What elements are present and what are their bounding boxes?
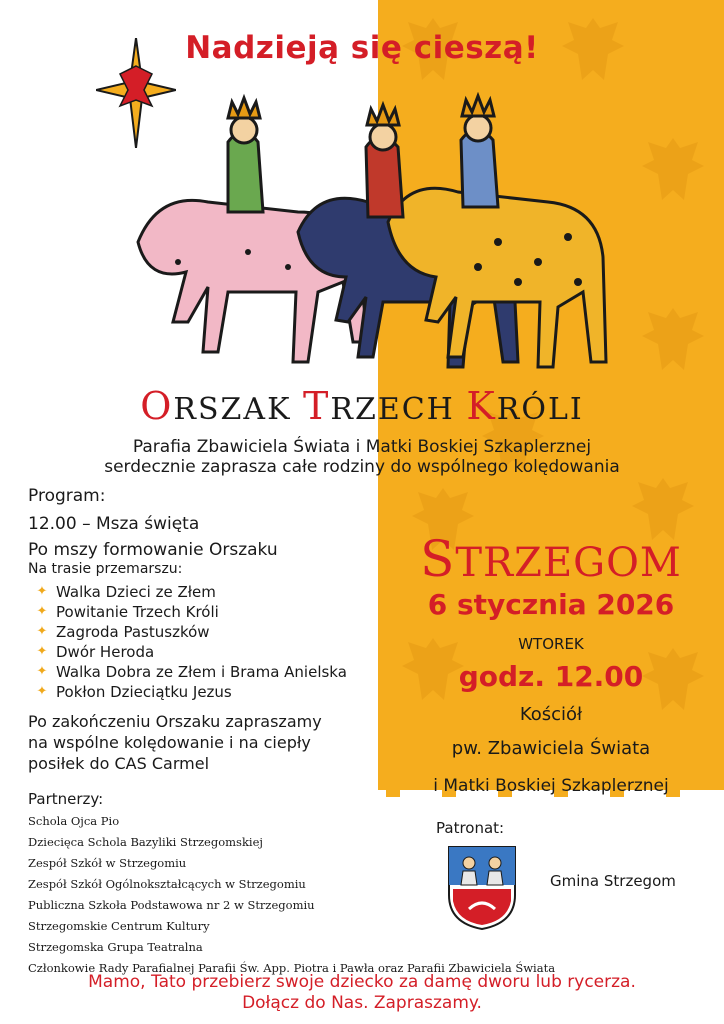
eagle-icon (638, 130, 708, 210)
patron-name: Gmina Strzegom (550, 872, 676, 890)
list-item: Zespół Szkół Ogólnokształcących w Strzegomiu (28, 877, 306, 891)
sparkle-bullet-icon: ✦ (36, 584, 48, 599)
list-item: Strzegomska Grupa Teatralna (28, 940, 203, 954)
list-item (28, 642, 388, 662)
title-word: RSZAK (173, 392, 304, 427)
patronage-label: Patronat: (436, 819, 505, 837)
eagle-icon (638, 300, 708, 380)
partners-heading: Partnerzy: (28, 790, 104, 808)
title-initial: T (303, 384, 331, 428)
event-hour: godz. 12.00 (458, 660, 644, 693)
station-label: Dwór Heroda (56, 643, 155, 661)
list-item (28, 682, 388, 702)
after-line: na wspólne kolędowanie i na ciepły (28, 733, 311, 752)
church-name: pw. Zbawiciela Świata (451, 738, 651, 759)
list-item (28, 622, 388, 642)
three-kings-illustration (118, 92, 618, 382)
sparkle-bullet-icon: ✦ (36, 684, 48, 699)
event-weekday: WTOREK (518, 635, 584, 653)
program-mass: 12.00 – Msza święta (28, 514, 200, 534)
footer-invitation (0, 972, 724, 1014)
partners-list (28, 811, 698, 979)
title-word: RZECH (330, 392, 467, 427)
route-stations-list (28, 582, 388, 702)
list-item: Schola Ojca Pio (28, 814, 120, 828)
sparkle-bullet-icon: ✦ (36, 624, 48, 639)
list-item: Strzegomskie Centrum Kultury (28, 919, 210, 933)
list-item: Zespół Szkół w Strzegomiu (28, 856, 187, 870)
parish-line: Parafia Zbawiciela Świata i Matki Boskiej Szkaplerznej (132, 437, 592, 457)
list-item: Publiczna Szkoła Podstawowa nr 2 w Strzegomiu (28, 898, 315, 912)
station-label: Walka Dzieci ze Złem (56, 583, 216, 601)
parish-line: serdecznie zaprasza całe rodziny do wspólnego kolędowania (104, 457, 620, 477)
list-item (28, 602, 388, 622)
list-item (28, 662, 388, 682)
city-initial: S (420, 530, 456, 588)
title-initial: O (140, 384, 174, 428)
motto-heading: Nadzieją się cieszą! (185, 30, 539, 66)
coat-of-arms-icon (447, 845, 517, 931)
list-item (28, 582, 388, 602)
place-label: Kościół (519, 704, 583, 725)
after-line: Po zakończeniu Orszaku zapraszamy (28, 712, 322, 731)
sparkle-bullet-icon: ✦ (36, 664, 48, 679)
church-name: i Matki Boskiej Szkaplerznej (433, 776, 669, 796)
event-date: 6 stycznia 2026 (427, 588, 675, 621)
city-rest: TRZEGOM (455, 540, 682, 586)
program-formation: Po mszy formowanie Orszaku (28, 540, 278, 560)
city-name (378, 530, 724, 588)
sparkle-bullet-icon: ✦ (36, 604, 48, 619)
program-section (28, 485, 388, 702)
list-item: Dziecięca Schola Bazyliki Strzegomskiej (28, 835, 263, 849)
event-title (0, 384, 724, 428)
station-label: Powitanie Trzech Króli (56, 603, 219, 621)
after-line: posiłek do CAS Carmel (28, 754, 210, 773)
footer-line: Mamo, Tato przebierz swoje dziecko za damę dworu lub rycerza. (88, 972, 636, 992)
station-label: Pokłon Dzieciątku Jezus (56, 683, 232, 701)
after-event-info (28, 711, 388, 774)
footer-line: Dołącz do Nas. Zapraszamy. (242, 993, 482, 1013)
sparkle-bullet-icon: ✦ (36, 644, 48, 659)
title-word: RÓLI (496, 392, 584, 427)
station-label: Walka Dobra ze Złem i Brama Anielska (56, 663, 347, 681)
program-route-label: Na trasie przemarszu: (28, 561, 183, 577)
parish-invitation (0, 437, 724, 477)
station-label: Zagroda Pastuszków (56, 623, 210, 641)
list-item: Członkowie Rady Parafialnej Parafii Św. App. Piotra i Pawła oraz Parafii Zbawiciela Świata (28, 961, 556, 975)
title-initial: K (466, 384, 497, 428)
program-heading: Program: (28, 486, 106, 506)
